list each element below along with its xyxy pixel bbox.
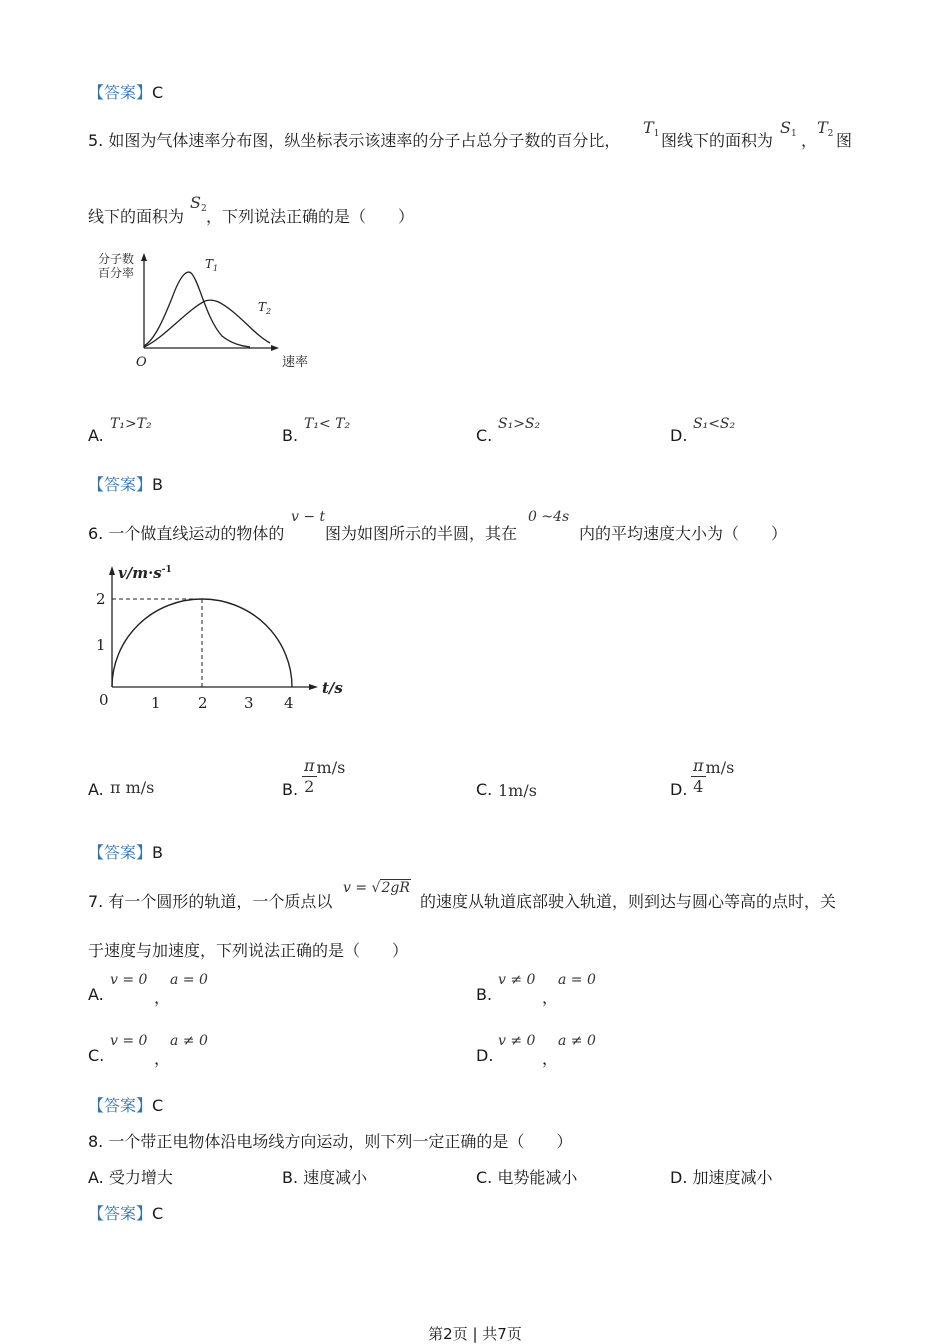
q7-option-c[interactable]: C. <box>88 1046 105 1065</box>
q8-option-a[interactable]: A. 受力增大 <box>88 1168 173 1187</box>
question-text: 图线下的面积为 <box>661 131 774 150</box>
math-T2: $T_2$ <box>817 118 834 139</box>
question-text: 5. 如图为气体速率分布图，纵坐标表示该速率的分子占总分子数的百分比， <box>88 131 621 150</box>
x-axis-arrow <box>309 684 318 690</box>
q5-option-a[interactable]: A. <box>88 426 104 445</box>
q7-option-d-v: v ≠ 0 <box>498 1033 536 1049</box>
q6-option-b[interactable]: B. <box>282 780 299 799</box>
q7-option-a[interactable]: A. <box>88 985 104 1004</box>
q7-option-d[interactable]: D. <box>476 1046 494 1065</box>
vt-semicircle-graph <box>92 562 352 714</box>
q8-option-d[interactable]: D. 加速度减小 <box>670 1168 773 1187</box>
q6-option-c-expr: 1m/s <box>498 781 537 800</box>
q6-option-d[interactable]: D. <box>670 780 688 799</box>
q7-option-b-a: a = 0 <box>558 972 596 988</box>
math-vt: v − t <box>291 509 326 525</box>
q7-option-c-comma: ， <box>154 1049 171 1068</box>
q5-option-d[interactable]: D. <box>670 426 688 445</box>
q5-option-b[interactable]: B. <box>282 426 299 445</box>
answer-line-q5: 【答案】B <box>88 475 163 494</box>
y-tick-1: 1 <box>96 636 106 654</box>
y-axis-arrow <box>109 566 115 575</box>
question-8-text: 8. 一个带正电物体沿电场线方向运动，则下列一定正确的是（ ） <box>88 1132 573 1151</box>
q7-option-d-comma: ， <box>542 1049 559 1068</box>
y-tick-2: 2 <box>96 590 106 608</box>
q5-option-c[interactable]: C. <box>476 426 493 445</box>
x-axis-label: 速率 <box>282 355 309 370</box>
origin-label: O <box>136 355 147 370</box>
x-tick-4: 4 <box>284 694 294 712</box>
q6-option-a[interactable]: A. <box>88 780 104 799</box>
curve-label-T1: $T_1$ <box>205 257 219 273</box>
q6-option-a-expr: π m/s <box>110 778 155 797</box>
math-S1: $S_1$ <box>780 118 797 139</box>
answer-line-q4 <box>88 80 163 103</box>
question-7-text-a: 7. 有一个圆形的轨道，一个质点以 <box>88 892 333 911</box>
x-tick-3: 3 <box>244 694 254 712</box>
q7-option-b-v: v ≠ 0 <box>498 972 536 988</box>
y-axis-label: $v/m\cdot s^{-1}$ <box>118 564 172 582</box>
x-axis-arrow <box>271 345 279 351</box>
q7-option-b[interactable]: B. <box>476 985 493 1004</box>
q5-option-d-expr: S₁<S₂ <box>693 416 736 432</box>
q7-option-c-v: v = 0 <box>110 1033 148 1049</box>
answer-line-q7: 【答案】C <box>88 1096 164 1115</box>
question-7-line-2: 于速度与加速度，下列说法正确的是（ ） <box>88 941 409 960</box>
y-axis-arrow <box>141 253 147 261</box>
curve-label-T2: $T_2$ <box>258 300 272 316</box>
q5-option-b-expr: T₁< T₂ <box>304 416 351 432</box>
y-axis-label-2: 百分率 <box>98 266 135 280</box>
q5-option-c-expr: S₁>S₂ <box>498 416 541 432</box>
answer-tag: 【答案】 <box>88 83 153 102</box>
answer-line-q8: 【答案】C <box>88 1204 164 1223</box>
question-6-text-b: 图为如图所示的半圆，其在 <box>325 524 518 543</box>
q6-option-d-fraction: $\frac{\pi}{4}$ m/s <box>693 756 735 796</box>
x-tick-2: 2 <box>198 694 208 712</box>
x-axis-label: t/s <box>322 679 343 697</box>
answer-line-q6: 【答案】B <box>88 843 163 862</box>
q5-option-a-expr: T₁>T₂ <box>110 416 152 432</box>
q6-option-c[interactable]: C. <box>476 780 493 799</box>
question-text: ， <box>801 131 818 150</box>
q7-option-b-comma: ， <box>542 988 559 1007</box>
curve-T2 <box>144 300 270 347</box>
q7-option-d-a: a ≠ 0 <box>558 1033 596 1049</box>
q8-option-c[interactable]: C. 电势能减小 <box>476 1168 578 1187</box>
question-5-line-1 <box>88 128 620 151</box>
question-7-text-b: 的速度从轨道底部驶入轨道，则到达与圆心等高的点时，关 <box>420 892 837 911</box>
q6-option-b-fraction: $\frac{\pi}{2}$ m/s <box>304 756 346 796</box>
question-text: 图 <box>836 131 853 150</box>
q7-option-a-comma: ， <box>154 988 171 1007</box>
question-6-text-a: 6. 一个做直线运动的物体的 <box>88 524 285 543</box>
math-S2: $S_2$ <box>190 193 207 214</box>
question-5-line-2: 线下的面积为 <box>88 207 185 226</box>
math-T1: $T_1$ <box>643 118 660 139</box>
speed-distribution-graph <box>92 248 332 376</box>
q8-option-b[interactable]: B. 速度减小 <box>282 1168 368 1187</box>
q7-option-a-v: v = 0 <box>110 972 148 988</box>
answer-value: C <box>152 83 164 102</box>
y-axis-label-1: 分子数 <box>98 252 135 266</box>
x-tick-1: 1 <box>151 694 161 712</box>
math-v-equals: v = √2gR <box>343 880 410 896</box>
question-6-text-c: 内的平均速度大小为（ ） <box>579 524 788 543</box>
q7-option-c-a: a ≠ 0 <box>170 1033 208 1049</box>
question-text: ，下列说法正确的是（ ） <box>206 207 415 226</box>
page-footer: 第2页 | 共7页 <box>428 1325 522 1343</box>
math-range: 0 ~4s <box>528 509 570 525</box>
x-tick-0: 0 <box>99 691 109 709</box>
q7-option-a-a: a = 0 <box>170 972 208 988</box>
curve-T1 <box>144 272 250 347</box>
